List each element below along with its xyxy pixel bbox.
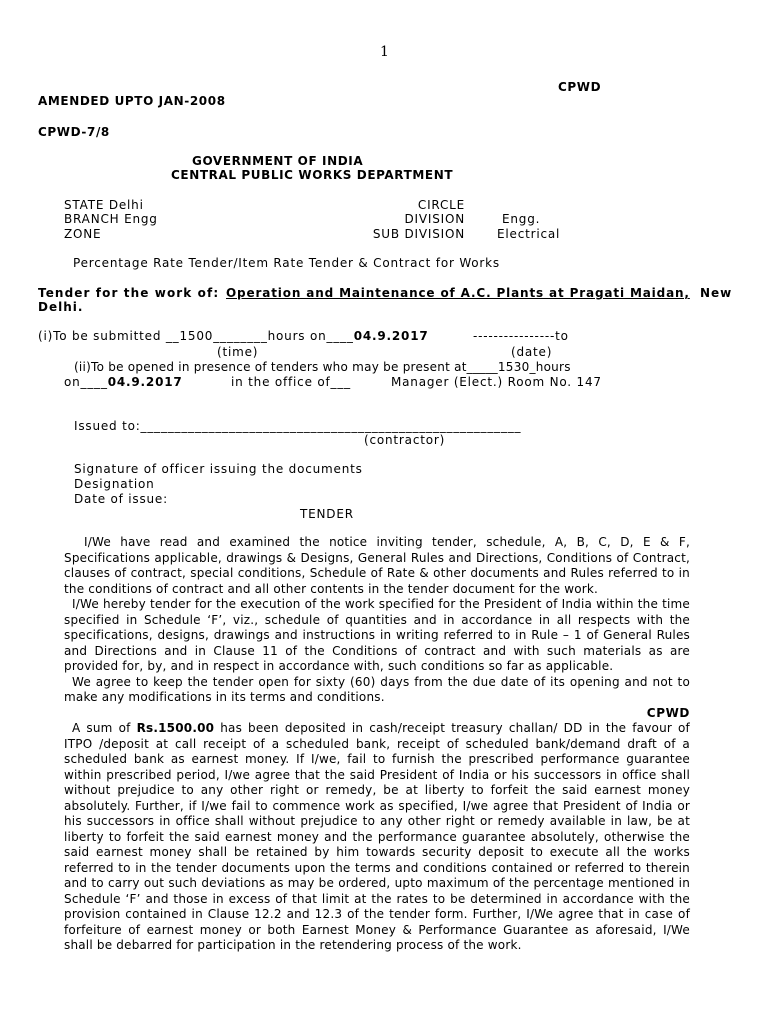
submission-dashes: ----------------to	[473, 329, 569, 343]
sub-division-value: Electrical	[497, 227, 561, 241]
date-of-issue-label: Date of issue:	[74, 492, 168, 506]
tender-type: Percentage Rate Tender/Item Rate Tender & Contract for Works	[73, 256, 500, 270]
cpwd-label-mid: CPWD	[646, 705, 690, 720]
page-number: 1	[380, 44, 389, 60]
contractor-label: (contractor)	[364, 433, 446, 447]
cpwd-label-top: CPWD	[558, 80, 602, 94]
work-title-line2: Delhi.	[38, 300, 84, 314]
circle-label: CIRCLE	[417, 198, 465, 212]
tender-body	[64, 535, 690, 954]
division-value: Engg.	[502, 212, 541, 226]
issued-to: Issued to:________________________________________________________	[74, 419, 522, 433]
office-room: Manager (Elect.) Room No. 147	[391, 375, 602, 389]
signature-label: Signature of officer issuing the documents	[74, 462, 363, 476]
office-label: in the office of___	[231, 375, 351, 389]
designation-label: Designation	[74, 477, 155, 491]
submission-line	[38, 329, 429, 343]
amended-label: AMENDED UPTO JAN-2008	[38, 94, 226, 108]
form-code: CPWD-7/8	[38, 125, 110, 139]
tender-heading: TENDER	[300, 507, 354, 521]
government-title: GOVERNMENT OF INDIA	[192, 154, 364, 168]
work-title-new: New	[700, 286, 733, 300]
zone-field: ZONE	[64, 227, 102, 241]
department-title: CENTRAL PUBLIC WORKS DEPARTMENT	[171, 168, 454, 182]
branch-field: BRANCH Engg	[64, 212, 158, 226]
paragraph-earnest-money	[64, 721, 690, 954]
earnest-amount: Rs.1500.00	[136, 721, 215, 735]
submission-date: 04.9.2017	[353, 329, 429, 343]
paragraph-hereby-tender: I/We hereby tender for the execution of the work specified for the President of India within the time specified in Schedule ‘F’, viz., schedule of quantities and in accordance in all respects with the specifications, designs, drawings and instructions in writing referred to in Rule – 1 of General Rules and Directions and in Clause 11 of the Conditions of contract and with such materials as are provided for, by, and in respect in accordance with, such conditions so far as applicable.	[64, 597, 690, 673]
work-label: Tender for the work of:	[38, 286, 220, 300]
work-title: Operation and Maintenance of A.C. Plants at Pragati Maidan,	[226, 286, 690, 300]
opening-prefix: on____	[64, 375, 108, 389]
division-label: DIVISION	[404, 212, 465, 226]
state-field: STATE Delhi	[64, 198, 144, 212]
earnest-start: A sum of	[72, 721, 137, 735]
opening-date: 04.9.2017	[107, 375, 183, 389]
submission-prefix: (i)To be submitted __1500________hours on____	[38, 329, 354, 343]
paragraph-read-examined: I/We have read and examined the notice inviting tender, schedule, A, B, C, D, E & F, Specifications applicable, drawings & Designs, General Rules and Directions, Conditions of Contract, clauses of contract, special conditions, Schedule of Rate & other documents and Rules referred to in the conditions of contract and all other contents in the tender document for the work.	[64, 535, 690, 596]
opening-date-line	[64, 375, 183, 389]
sub-division-label: SUB DIVISION	[372, 227, 465, 241]
earnest-rest: has been deposited in cash/receipt treasury challan/ DD in the favour of ITPO /deposit at call receipt of a scheduled bank, receipt of scheduled bank/demand draft of a scheduled bank as earnest money. If I/we, fail to furnish the prescribed performance guarantee within prescribed period, I/we agree that the said President of India or his successors in office shall without prejudice to any other right or remedy, be at liberty to forfeit the said earnest money absolutely. Further, if I/we fail to commence work as specified, I/we agree that President of India or his successors in office shall without prejudice to any other right or remedy available in law, be at liberty to forfeit the said earnest money and the performance guarantee absolutely, otherwise the said earnest money shall be retained by him towards security deposit to execute all the works referred to in the tender documents upon the terms and conditions contained or referred to therein and to carry out such deviations as may be ordered, upto maximum of the percentage mentioned in Schedule ‘F’ and those in excess of that limit at the rates to be determined in accordance with the provision contained in Clause 12.2 and 12.3 of the tender form. Further, I/We agree that in case of forfeiture of earnest money or both Earnest Money & Performance Guarantee as aforesaid, I/We shall be debarred for participation in the retendering process of the work.	[64, 721, 690, 952]
opening-line: (ii)To be opened in presence of tenders who may be present at_____1530_hours	[74, 360, 571, 374]
date-label: (date)	[511, 345, 553, 359]
time-label: (time)	[217, 345, 259, 359]
paragraph-keep-open: We agree to keep the tender open for sixty (60) days from the due date of its opening and not to make any modifications in its terms and conditions.	[64, 674, 690, 704]
